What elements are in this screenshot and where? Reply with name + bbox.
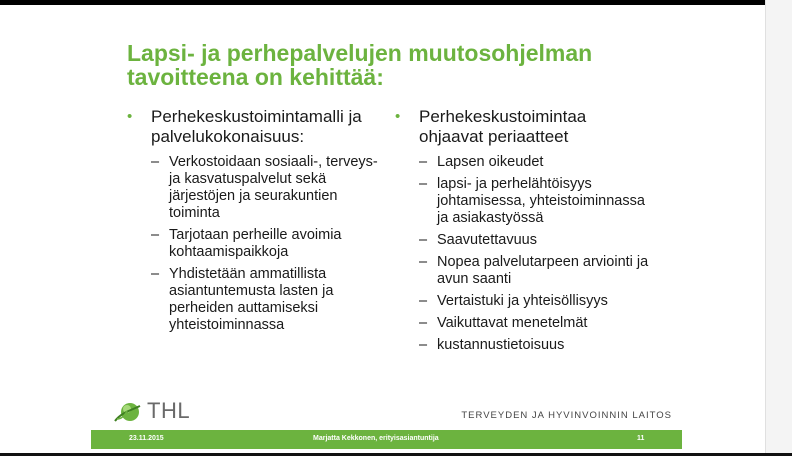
slide-title-line1: Lapsi- ja perhepalvelujen muutosohjelman	[127, 40, 593, 66]
dash-icon: –	[419, 154, 428, 170]
list-item	[395, 176, 655, 227]
dash-icon: –	[419, 315, 428, 331]
list-item-text: Vaikuttavat menetelmät	[437, 315, 588, 331]
institute-name: TERVEYDEN JA HYVINVOINNIN LAITOS	[461, 410, 672, 421]
footer-author: Marjatta Kekkonen, erityisasiantuntija	[313, 435, 439, 442]
bullet-dot-icon: •	[127, 108, 133, 125]
list-item	[395, 337, 655, 354]
dash-icon: –	[151, 227, 160, 243]
list-item-text: Nopea palvelutarpeen arviointi ja avun saanti	[437, 254, 649, 287]
dash-icon: –	[419, 176, 428, 192]
list-item	[127, 266, 379, 334]
list-item-text: Yhdistetään ammatillista asiantuntemusta lasten ja perheiden auttamiseksi yhteistoiminnassa	[169, 266, 334, 333]
list-item	[395, 254, 655, 288]
list-item	[395, 293, 655, 310]
list-item	[395, 154, 655, 171]
list-item-text: Tarjotaan perheille avoimia kohtaamispaikkoja	[169, 227, 342, 260]
left-bullet-text: Perhekeskustoimintamalli ja palvelukokonaisuus:	[151, 107, 362, 146]
slide-title	[127, 41, 647, 89]
right-bullet-text: Perhekeskustoimintaa ohjaavat periaatteet	[419, 107, 587, 146]
right-column	[395, 107, 655, 359]
list-item	[127, 227, 379, 261]
slide-footer	[91, 430, 682, 449]
dash-icon: –	[419, 337, 428, 353]
footer-page-number: 11	[637, 435, 645, 442]
slide-title-line2: tavoitteena on kehittää:	[127, 64, 384, 90]
logo-text: THL	[147, 398, 191, 423]
left-column	[127, 107, 379, 339]
list-item-text: Lapsen oikeudet	[437, 154, 544, 170]
dash-icon: –	[419, 254, 428, 270]
list-item-text: kustannustietoisuus	[437, 337, 565, 353]
right-subitems	[395, 154, 655, 354]
thl-globe-leaf-icon	[113, 399, 143, 423]
list-item-text: Vertaistuki ja yhteisöllisyys	[437, 293, 608, 309]
dash-icon: –	[151, 154, 160, 170]
list-item	[395, 315, 655, 332]
presentation-slide	[91, 5, 682, 451]
left-subitems	[127, 154, 379, 334]
thl-logo	[113, 398, 190, 424]
footer-date: 23.11.2015	[129, 435, 164, 442]
dash-icon: –	[419, 232, 428, 248]
bullet-dot-icon: •	[395, 108, 401, 125]
list-item-text: lapsi- ja perhelähtöisyys johtamisessa, yhteistoiminnassa ja asiakastyössä	[437, 176, 645, 226]
left-bullet	[127, 107, 379, 146]
dash-icon: –	[151, 266, 160, 282]
dash-icon: –	[419, 293, 428, 309]
right-bullet	[395, 107, 655, 146]
list-item	[395, 232, 655, 249]
list-item-text: Saavutettavuus	[437, 232, 537, 248]
window-right-scrollbar[interactable]	[765, 0, 792, 456]
list-item	[127, 154, 379, 222]
list-item-text: Verkostoidaan sosiaali-, terveys- ja kasvatuspalvelut sekä järjestöjen ja seurakuntien toiminta	[169, 154, 378, 221]
